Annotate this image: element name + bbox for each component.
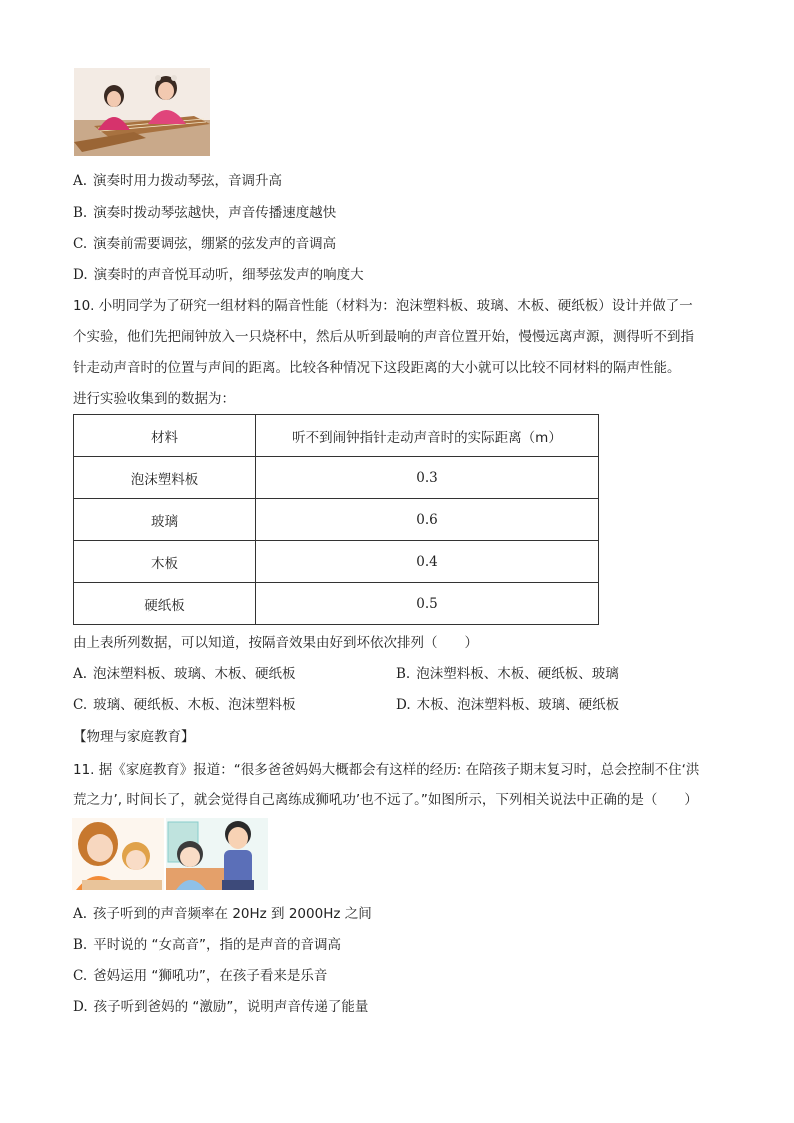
table-header-row xyxy=(74,415,599,457)
q9-option-a: A. 演奏时用力拨动琴弦，音调升高 xyxy=(73,173,283,189)
q10-question: 由上表所列数据，可以知道，按隔音效果由好到坏依次排列（ ） xyxy=(73,635,478,651)
table-cell-distance: 0.4 xyxy=(256,541,599,583)
q10-option-a: A. 泡沫塑料板、玻璃、木板、硬纸板 xyxy=(73,666,296,682)
table-row xyxy=(74,457,599,499)
q10-option-c: C. 玻璃、硬纸板、木板、泡沫塑料板 xyxy=(73,697,296,713)
q9-option-c: C. 演奏前需要调弦，绷紧的弦发声的音调高 xyxy=(73,236,337,252)
q11-stem-line-1: 11. 据《家庭教育》报道：“很多爸爸妈妈大概都会有这样的经历: 在陪孩子期末复习时，总会控制不住‘洪 xyxy=(73,762,700,778)
table-row xyxy=(74,499,599,541)
family-cartoon xyxy=(72,818,268,890)
q10-stem-line-1: 10. 小明同学为了研究一组材料的隔音性能（材料为：泡沫塑料板、玻璃、木板、硬纸板）设计并做了一 xyxy=(73,298,693,314)
table-cell-distance: 0.3 xyxy=(256,457,599,499)
q10-data-table xyxy=(73,414,599,625)
q11-option-a: A. 孩子听到的声音频率在 20Hz 到 2000Hz 之间 xyxy=(73,906,372,922)
section-heading: 【物理与家庭教育】 xyxy=(73,729,195,745)
q11-option-b: B. 平时说的 “女高音”，指的是声音的音调高 xyxy=(73,937,341,953)
q9-option-b: B. 演奏时拨动琴弦越快，声音传播速度越快 xyxy=(73,205,337,221)
q10-stem-line-3: 针走动声音时的位置与声间的距离。比较各种情况下这段距离的大小就可以比较不同材料的隔声性能。 xyxy=(73,360,681,376)
q10-stem-line-4: 进行实验收集到的数据为： xyxy=(73,391,235,407)
q10-option-d: D. 木板、泡沫塑料板、玻璃、硬纸板 xyxy=(396,697,620,713)
q10-option-b: B. 泡沫塑料板、木板、硬纸板、玻璃 xyxy=(396,666,619,682)
table-cell-material: 玻璃 xyxy=(74,499,256,541)
q11-option-d: D. 孩子听到爸妈的 “激励”，说明声音传递了能量 xyxy=(73,999,369,1015)
table-header-material: 材料 xyxy=(74,415,256,457)
q9-option-d: D. 演奏时的声音悦耳动听，细琴弦发声的响度大 xyxy=(73,267,364,283)
table-row xyxy=(74,583,599,625)
table-row xyxy=(74,541,599,583)
table-cell-material: 木板 xyxy=(74,541,256,583)
table-cell-material: 泡沫塑料板 xyxy=(74,457,256,499)
q11-option-c: C. 爸妈运用 “狮吼功”，在孩子看来是乐音 xyxy=(73,968,328,984)
q10-stem-line-2: 个实验，他们先把闹钟放入一只烧杯中，然后从听到最响的声音位置开始，慢慢远离声源，测得听不到指 xyxy=(73,329,694,345)
table-header-distance: 听不到闹钟指针走动声音时的实际距离（m） xyxy=(256,415,599,457)
table-cell-material: 硬纸板 xyxy=(74,583,256,625)
table-cell-distance: 0.5 xyxy=(256,583,599,625)
q11-stem-line-2: 荒之力’, 时间长了，就会觉得自己离练成狮吼功’也不远了。”如图所示，下列相关说法中正确的是（ ） xyxy=(73,792,698,808)
table-cell-distance: 0.6 xyxy=(256,499,599,541)
guzheng-photo xyxy=(74,68,210,156)
